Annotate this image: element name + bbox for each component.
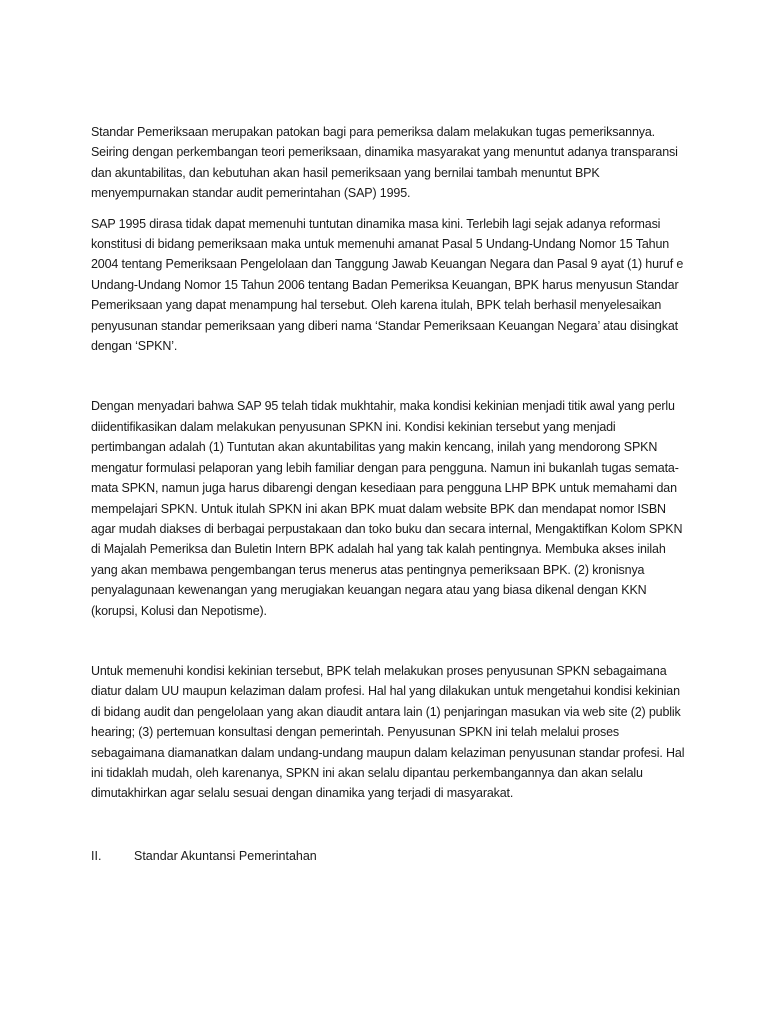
paragraph-sap-1995: SAP 1995 dirasa tidak dapat memenuhi tuntutan dinamika masa kini. Terlebih lagi sejak adanya reformasi konstitusi di bidang pemeriksaan maka untuk memenuhi amanat Pasal 5 Undang-Undang Nomor 15 Tahun 2004 tentang Pemeriksaan Pengelolaan dan Tanggung Jawab Keuangan Negara dan Pasal 9 ayat (1) huruf e Undang-Undang Nomor 15 Tahun 2006 tentang Badan Pemeriksa Keuangan, BPK harus menyusun Standar Pemeriksaan yang dapat menampung hal tersebut. Oleh karena itulah, BPK telah berhasil menyelesaikan penyusunan standar pemeriksaan yang diberi nama ‘Standar Pemeriksaan Keuangan Negara’ atau disingkat dengan ‘SPKN’.	[91, 216, 684, 354]
section-title: Standar Akuntansi Pemerintahan	[134, 848, 317, 863]
paragraph-kondisi-kekinian: Dengan menyadari bahwa SAP 95 telah tidak mukhtahir, maka kondisi kekinian menjadi titik awal yang perlu diidentifikasikan dalam melakukan penyusunan SPKN ini. Kondisi kekinian tersebut yang menjadi pertimbangan adalah (1) Tuntutan akan akuntabilitas yang makin kencang, inilah yang mendorong SPKN mengatur formulasi pelaporan yang lebih familiar dengan para pengguna. Namun ini bukanlah tugas semata-mata SPKN, namun juga harus dibarengi dengan kesediaan para pengguna LHP BPK untuk memahami dan mempelajari SPKN. Untuk itulah SPKN ini akan BPK muat dalam website BPK dan mendapat nomor ISBN agar mudah diakses di berbagai perpustakaan dan toko buku dan secara internal, Mengaktifkan Kolom SPKN di Majalah Pemeriksa dan Buletin Intern BPK adalah hal yang tak kalah pentingnya. Membuka akses inilah yang akan membawa pengembangan terus menerus atas pentingnya pemeriksaan BPK. (2) kronisnya penyalagunaan kewenangan yang merugiakan keuangan negara atau yang biasa dikenal dengan KKN (korupsi, Kolusi dan Nepotisme).	[91, 399, 683, 618]
paragraph-proses-penyusunan: Untuk memenuhi kondisi kekinian tersebut, BPK telah melakukan proses penyusunan SPKN sebagaimana diatur dalam UU maupun kelaziman dalam profesi. Hal hal yang dilakukan untuk mengetahui kondisi kekinian di bidang audit dan pengelolaan yang akan diaudit antara lain (1) penjaringan masukan via web site (2) publik hearing; (3) pertemuan konsultasi dengan pemerintah. Penyusunan SPKN ini telah melalui proses sebagaimana diamanatkan dalam undang-undang maupun dalam kelaziman penyusunan standar profesi. Hal ini tidaklah mudah, oleh karenanya, SPKN ini akan selalu dipantau perkembangannya dan akan selalu dimutakhirkan agar selalu sesuai dengan dinamika yang terjadi di masyarakat.	[91, 663, 685, 801]
section-heading	[91, 846, 691, 866]
paragraph-standar-pemeriksaan: Standar Pemeriksaan merupakan patokan bagi para pemeriksa dalam melakukan tugas pemeriksannya. Seiring dengan perkembangan teori pemeriksaan, dinamika masyarakat yang menuntut adanya transparansi dan akuntabilitas, dan kebutuhan akan hasil pemeriksaan yang bernilai tambah menuntut BPK menyempurnakan standar audit pemerintahan (SAP) 1995.	[91, 125, 678, 201]
section-number: II.	[91, 848, 102, 863]
document-body	[91, 122, 691, 866]
